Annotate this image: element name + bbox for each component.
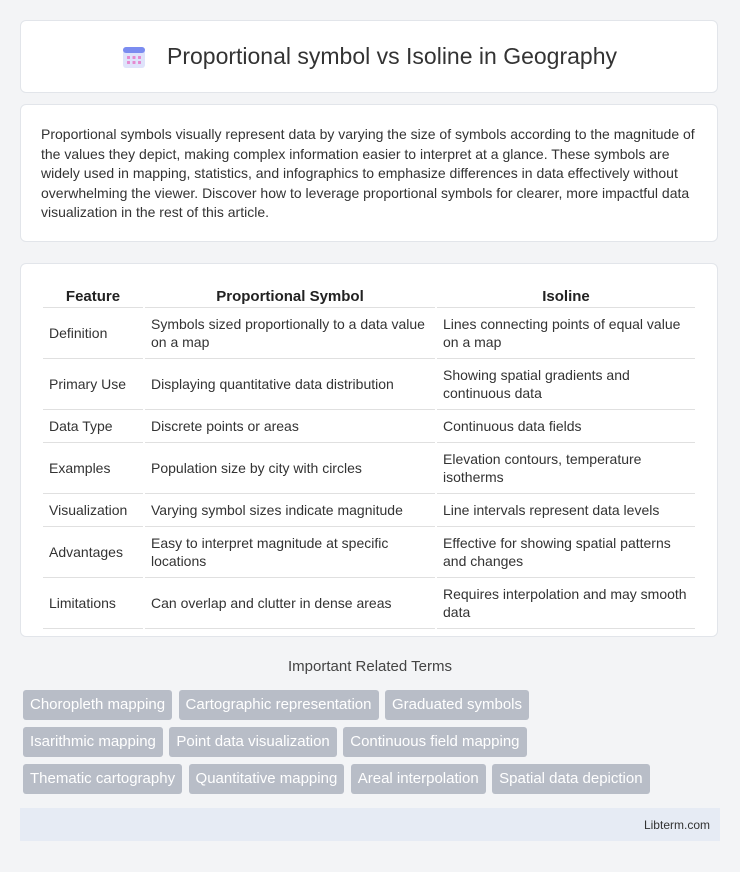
related-terms-list: [23, 690, 723, 801]
table-row: [43, 410, 695, 443]
isoline-cell: Lines connecting points of equal value on a map: [437, 308, 695, 359]
isoline-cell: Continuous data fields: [437, 410, 695, 443]
table-row: [43, 443, 695, 494]
proportional-symbol-cell: Varying symbol sizes indicate magnitude: [145, 494, 435, 527]
column-header: Proportional Symbol: [145, 284, 435, 308]
header-card: [20, 20, 718, 93]
feature-cell: Advantages: [43, 527, 143, 578]
footer: [20, 808, 720, 841]
footer-site-link[interactable]: Libterm.com: [643, 818, 710, 832]
proportional-symbol-cell: Easy to interpret magnitude at specific locations: [145, 527, 435, 578]
related-term-tag[interactable]: Spatial data depiction: [492, 764, 649, 794]
page-title: Proportional symbol vs Isoline in Geography: [166, 43, 617, 69]
calendar-grid-icon: [121, 44, 147, 70]
column-header: Isoline: [437, 284, 695, 308]
feature-cell: Data Type: [43, 410, 143, 443]
feature-cell: Definition: [43, 308, 143, 359]
proportional-symbol-cell: Discrete points or areas: [145, 410, 435, 443]
comparison-table-card: [20, 263, 718, 637]
isoline-cell: Elevation contours, temperature isotherms: [437, 443, 695, 494]
table-row: [43, 359, 695, 410]
related-term-tag[interactable]: Thematic cartography: [23, 764, 182, 794]
table-row: [43, 494, 695, 527]
related-term-tag[interactable]: Choropleth mapping: [23, 690, 172, 720]
related-term-tag[interactable]: Point data visualization: [169, 727, 336, 757]
intro-card: [20, 104, 718, 242]
table-row: [43, 578, 695, 629]
table-row: [43, 527, 695, 578]
feature-cell: Primary Use: [43, 359, 143, 410]
proportional-symbol-cell: Population size by city with circles: [145, 443, 435, 494]
intro-text: Proportional symbols visually represent data by varying the size of symbols according to the magnitude of the values they depict, making complex information easier to interpret at a glance. These symbols are widely used in mapping, statistics, and infographics to emphasize differences in data effectively without overwhelming the viewer. Discover how to leverage proportional symbols for clearer, more impactful data visualization in the rest of this article.: [41, 126, 695, 220]
isoline-cell: Requires interpolation and may smooth data: [437, 578, 695, 629]
feature-cell: Visualization: [43, 494, 143, 527]
isoline-cell: Effective for showing spatial patterns and changes: [437, 527, 695, 578]
related-terms-title: Important Related Terms: [288, 658, 452, 675]
related-term-tag[interactable]: Quantitative mapping: [189, 764, 345, 794]
feature-cell: Limitations: [43, 578, 143, 629]
related-term-tag[interactable]: Continuous field mapping: [343, 727, 526, 757]
isoline-cell: Showing spatial gradients and continuous data: [437, 359, 695, 410]
proportional-symbol-cell: Can overlap and clutter in dense areas: [145, 578, 435, 629]
proportional-symbol-cell: Displaying quantitative data distribution: [145, 359, 435, 410]
column-header: Feature: [43, 284, 143, 308]
related-term-tag[interactable]: Isarithmic mapping: [23, 727, 163, 757]
table-header-row: [43, 284, 695, 308]
proportional-symbol-cell: Symbols sized proportionally to a data value on a map: [145, 308, 435, 359]
related-term-tag[interactable]: Cartographic representation: [179, 690, 379, 720]
isoline-cell: Line intervals represent data levels: [437, 494, 695, 527]
feature-cell: Examples: [43, 443, 143, 494]
table-row: [43, 308, 695, 359]
comparison-table: [41, 284, 697, 629]
related-term-tag[interactable]: Graduated symbols: [385, 690, 529, 720]
related-term-tag[interactable]: Areal interpolation: [351, 764, 486, 794]
